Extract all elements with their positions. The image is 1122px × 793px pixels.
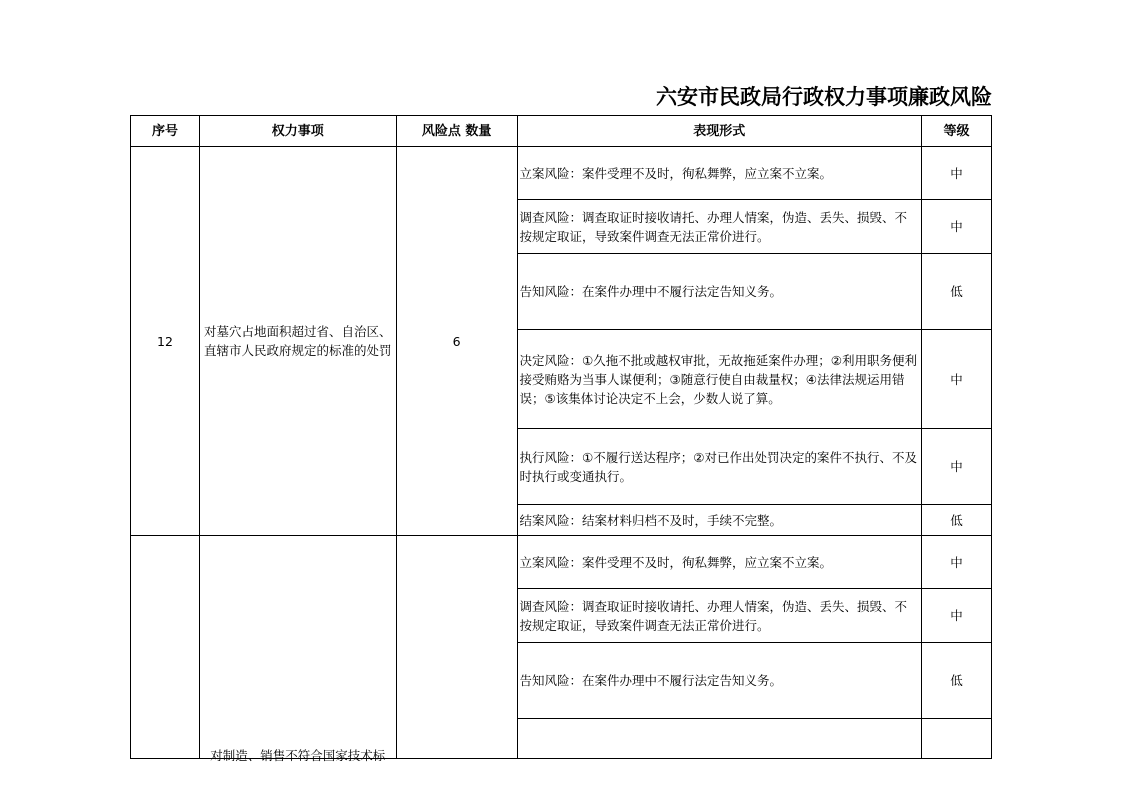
header-risk-count: 风险点 数量 [396, 116, 517, 147]
power-item-cell: 对制造、销售不符合国家技术标 [199, 536, 396, 759]
risk-level-cell: 低 [922, 254, 992, 330]
risk-table [130, 115, 992, 763]
risk-form-cell: 告知风险：在案件办理中不履行法定告知义务。 [517, 643, 921, 719]
page-title: 六安市民政局行政权力事项廉政风险 [656, 85, 992, 109]
risk-count-cell [396, 536, 517, 759]
risk-form-cell: 立案风险：案件受理不及时，徇私舞弊，应立案不立案。 [517, 147, 921, 200]
risk-form-cell: 执行风险：①不履行送达程序；②对已作出处罚决定的案件不执行、不及时执行或变通执行。 [517, 429, 921, 505]
risk-level-cell: 中 [922, 200, 992, 254]
risk-level-cell: 中 [922, 589, 992, 643]
header-seq: 序号 [131, 116, 200, 147]
risk-form-cell-empty [517, 719, 921, 759]
header-form: 表现形式 [517, 116, 921, 147]
risk-form-cell: 结案风险：结案材料归档不及时，手续不完整。 [517, 505, 921, 536]
risk-level-cell: 低 [922, 505, 992, 536]
seq-cell: 12 [131, 147, 200, 536]
header-power-item: 权力事项 [199, 116, 396, 147]
header-row [131, 116, 992, 147]
risk-level-cell: 中 [922, 147, 992, 200]
risk-level-cell: 中 [922, 330, 992, 429]
header-level: 等级 [922, 116, 992, 147]
risk-form-cell: 调查风险：调查取证时接收请托、办理人情案，伪造、丢失、损毁、不按规定取证，导致案件调查无法正常价进行。 [517, 200, 921, 254]
seq-cell [131, 536, 200, 759]
risk-form-cell: 调查风险：调查取证时接收请托、办理人情案，伪造、丢失、损毁、不按规定取证，导致案件调查无法正常价进行。 [517, 589, 921, 643]
risk-level-cell-empty [922, 719, 992, 759]
risk-level-cell: 中 [922, 536, 992, 589]
table-row [131, 536, 992, 589]
risk-form-cell: 立案风险：案件受理不及时，徇私舞弊，应立案不立案。 [517, 536, 921, 589]
risk-form-cell: 决定风险：①久拖不批或越权审批，无故拖延案件办理；②利用职务便利接受贿赂为当事人谋便利；③随意行使自由裁量权；④法律法规运用错误；⑤该集体讨论决定不上会，少数人说了算。 [517, 330, 921, 429]
table-row [131, 147, 992, 200]
risk-form-cell: 告知风险：在案件办理中不履行法定告知义务。 [517, 254, 921, 330]
risk-level-cell: 低 [922, 643, 992, 719]
risk-count-cell: 6 [396, 147, 517, 536]
risk-level-cell: 中 [922, 429, 992, 505]
risk-table-viewport [130, 115, 992, 763]
power-item-cell: 对墓穴占地面积超过省、自治区、直辖市人民政府规定的标准的处罚 [199, 147, 396, 536]
